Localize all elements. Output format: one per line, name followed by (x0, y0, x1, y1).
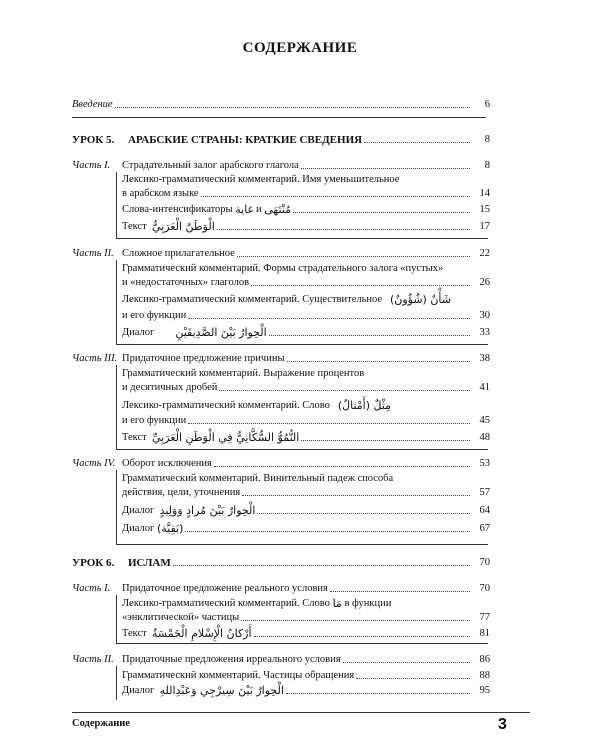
toc-entry[interactable]: Лексико-грамматический комментарий. Имя уменьшительное (122, 174, 400, 185)
toc-entry[interactable]: и «недостаточных» глаголов 26 (122, 277, 490, 288)
part-label: Часть I. (72, 583, 111, 594)
toc-entry[interactable]: Лексико-грамматический комментарий. Слово مِثْلٌ (أَمْثالٌ) (122, 399, 392, 412)
footer-title: Содержание (72, 718, 130, 729)
toc-entry[interactable]: Слова-интенсификаторы غاية и مُنْتَهَى 15 (122, 203, 490, 216)
toc-entry[interactable]: и его функции 45 (122, 415, 490, 426)
part-label: Часть I. (72, 160, 111, 171)
toc-entry[interactable]: Лексико-грамматический комментарий. Слово مَا в функции (122, 597, 392, 610)
toc-entry[interactable]: в арабском языке 14 (122, 188, 490, 199)
toc-entry[interactable]: Диалог الْحِوارُ بَيْنَ مُرادٍ وَوَلِيدٍ 64 (122, 504, 490, 517)
toc-entry[interactable]: Грамматический комментарий. Выражение процентов (122, 368, 365, 379)
toc-entry[interactable]: Грамматический комментарий. Частицы обращения 88 (122, 670, 490, 681)
section-bracket (116, 365, 117, 449)
toc-entry[interactable]: Диалог الْحِوارُ بَيْنَ سِيرْجِي وَعَبْدِاللهِ 95 (122, 684, 490, 697)
part-label: Часть II. (72, 654, 114, 665)
section-bracket (116, 344, 488, 345)
section-bracket (116, 544, 488, 545)
toc-entry[interactable]: Текст الْوَطَنُ الْعَرَبِيُّ 17 (122, 220, 490, 233)
toc-entry[interactable]: и десятичных дробей 41 (122, 382, 490, 393)
section-bracket (116, 470, 117, 544)
section-bracket (116, 595, 117, 643)
footer-divider (72, 712, 530, 713)
toc-entry[interactable]: Грамматический комментарий. Формы страдательного залога «пустых» (122, 263, 444, 274)
section-bracket (116, 666, 117, 700)
part-label: Часть III. (72, 353, 118, 364)
toc-entry[interactable]: Сложное прилагательное 22 (122, 248, 490, 259)
leader-dots (173, 565, 470, 566)
toc-entry[interactable]: Придаточное предложение реального условия 70 (122, 583, 490, 594)
toc-entry[interactable]: Оборот исключения 53 (122, 458, 490, 469)
part-label: Часть II. (72, 248, 114, 259)
page-title: СОДЕРЖАНИЕ (242, 40, 358, 56)
page-number: 3 (498, 716, 507, 733)
toc-entry[interactable]: Лексико-грамматический комментарий. Существительное شَأْنٌ (شُؤُونٌ) (122, 293, 451, 306)
section-bracket (116, 172, 117, 238)
toc-entry[interactable]: «энклитической» частицы 77 (122, 612, 490, 623)
toc-entry[interactable]: Грамматический комментарий. Винительный падеж способа (122, 473, 394, 484)
toc-entry[interactable]: Текст النُّمُوُّ السُّكَّانِيُّ فِي الْوَطَنِ الْعَرَبِيِّ 48 (122, 431, 490, 444)
leader-dots (364, 142, 470, 143)
toc-entry[interactable]: Придаточное предложение причины 38 (122, 353, 490, 364)
leader-dots (115, 107, 470, 108)
toc-entry[interactable]: и его функции 30 (122, 310, 490, 321)
toc-lesson-5[interactable]: УРОК 5. АРАБСКИЕ СТРАНЫ: КРАТКИЕ СВЕДЕНИЯ 8 (72, 134, 490, 146)
toc-entry[interactable]: Придаточные предложения ирреального условия 86 (122, 654, 490, 665)
divider (72, 117, 486, 118)
toc-entry[interactable]: действия, цели, уточнения 57 (122, 487, 490, 498)
section-bracket (116, 643, 488, 644)
toc-lesson-6[interactable]: УРОК 6. ИСЛАМ 70 (72, 557, 490, 569)
toc-entry-intro[interactable]: Введение 6 (72, 99, 490, 110)
toc-entry[interactable]: Диалог الْحِوارُ بَيْنَ الصَّدِيقَيْنِ 33 (122, 326, 490, 339)
toc-entry[interactable]: Текст أَرْكانُ الْإِسْلامِ الْخَمْسَةُ 81 (122, 627, 490, 640)
toc-entry[interactable]: Диалог (بَقِيَّة) 67 (122, 522, 490, 535)
part-label: Часть IV. (72, 458, 116, 469)
toc-entry[interactable]: Страдательный залог арабского глагола 8 (122, 160, 490, 171)
section-bracket (116, 449, 488, 450)
section-bracket (116, 260, 117, 344)
section-bracket (116, 238, 488, 239)
